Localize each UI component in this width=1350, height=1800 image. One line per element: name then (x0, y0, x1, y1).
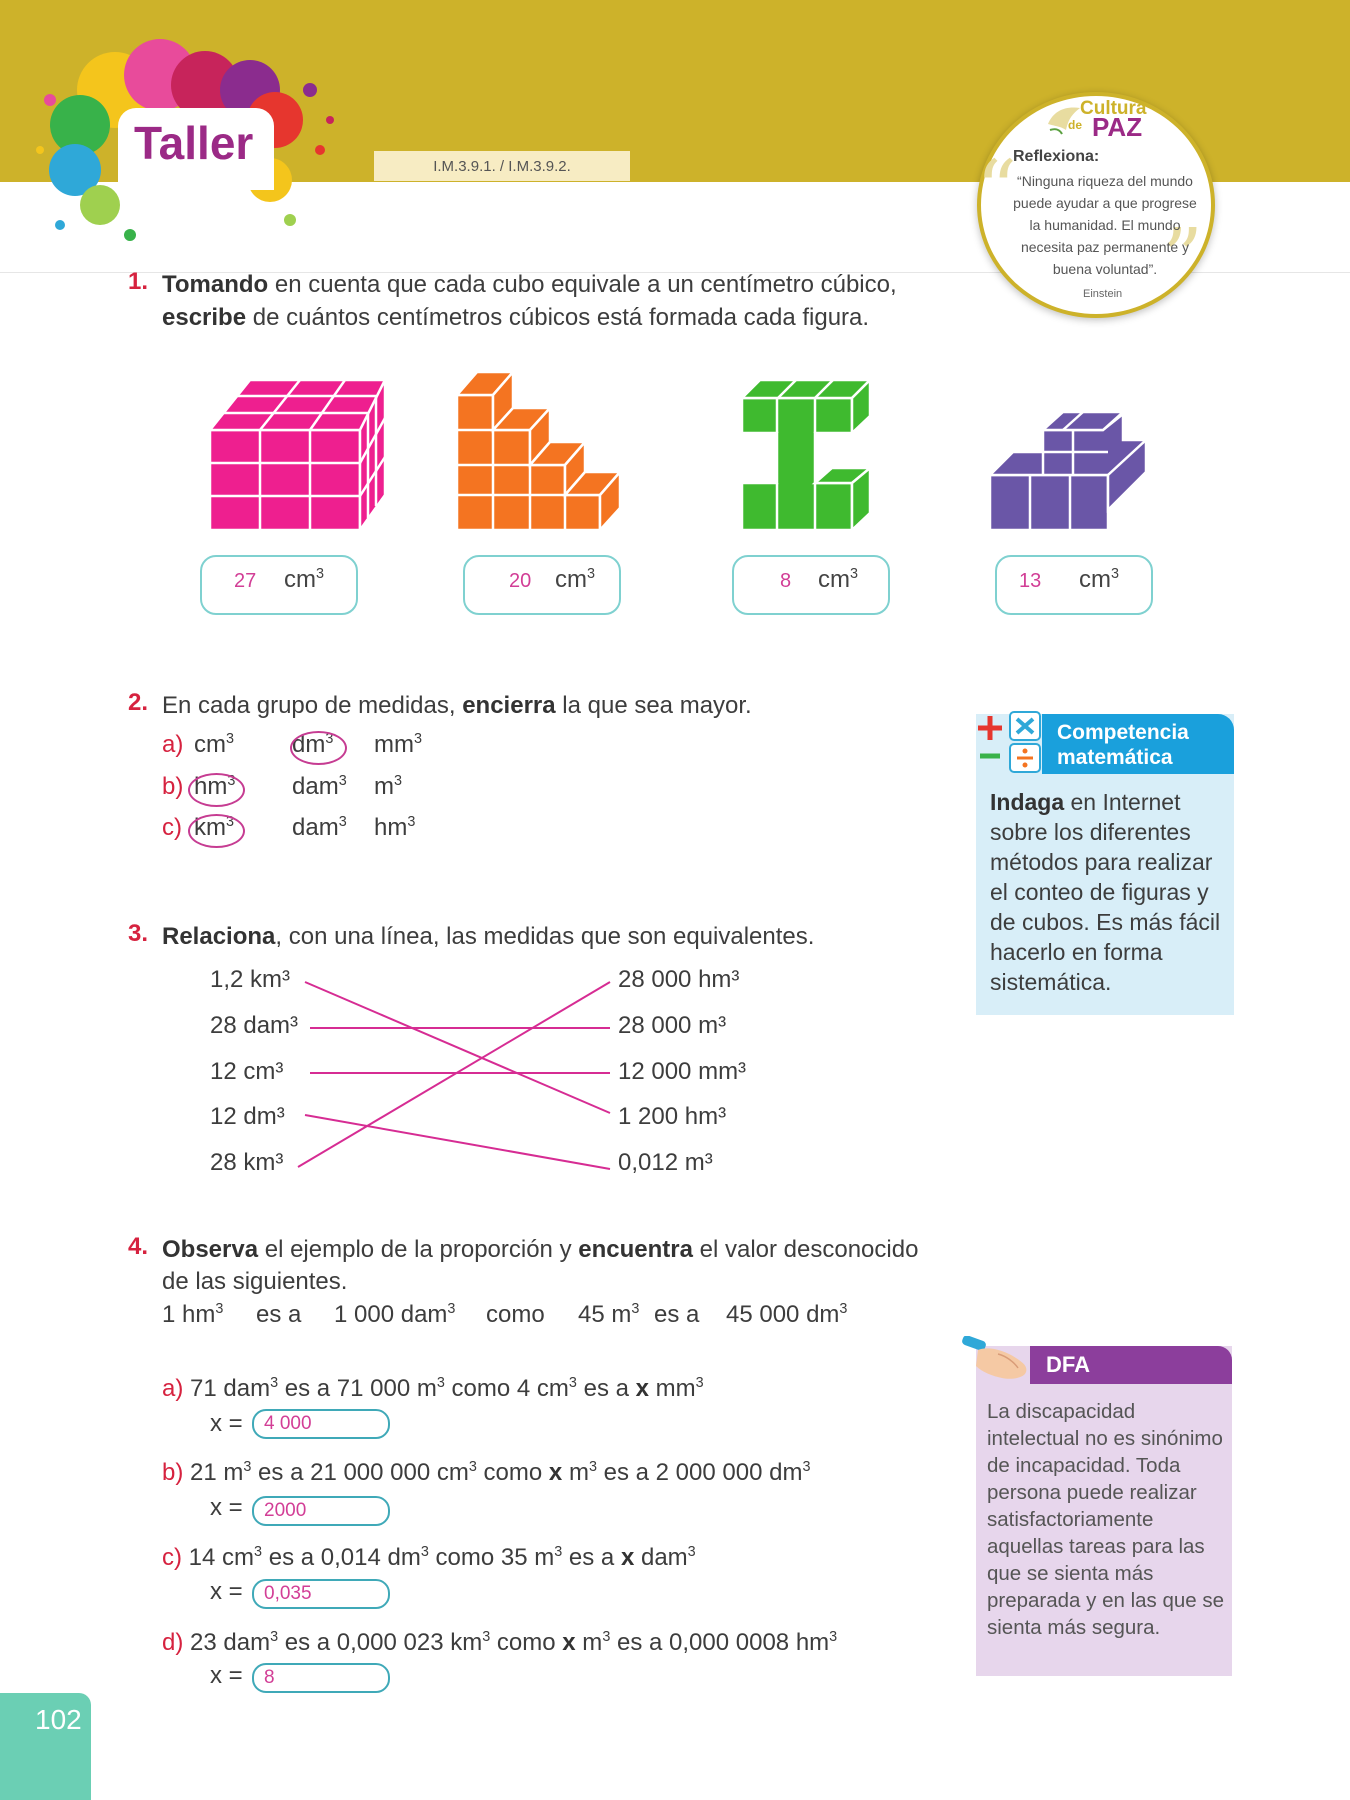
paz-quote: “Ninguna riqueza del mundo puede ayudar a que progrese la humanidad. El mundo necesita paz permanente y buena voluntad”. (1013, 173, 1197, 277)
q3-right-4[interactable]: 1 200 hm³ (618, 1103, 727, 1130)
page-number: 102 (35, 1704, 82, 1735)
page-title: Taller (134, 117, 254, 169)
paz-title-cultura: Cultura (1080, 98, 1147, 119)
q1-answer-box-1[interactable] (200, 555, 358, 615)
q1-answer-4: 13 (1019, 570, 1042, 592)
q2-a-opt2[interactable]: $dm^3$ (292, 731, 334, 758)
q1-unit-2: $cm^3$ (555, 566, 596, 593)
q4d-statement: d) 23 dam$^3$ es a 0,000 023 $km^3$ como x $m^3$ es a 0,000 0008 $hm^3$ (162, 1629, 838, 1656)
q1-answer-box-2[interactable] (463, 555, 621, 615)
q4-example-a: 1 $hm^3$ (162, 1301, 224, 1328)
q2-letter-b: b) (162, 773, 184, 800)
q4a-answer-input[interactable]: 4 000 (252, 1409, 390, 1439)
q1-number: 1. (128, 268, 149, 295)
q3-right-1[interactable]: 28 000 hm³ (618, 966, 740, 993)
q1-line1: Tomando en cuenta que cada cubo equivale a un centímetro cúbico, (162, 271, 897, 298)
q4c-statement: c) 14 $cm^3$ es a 0,014 $dm^3$ como 35 $m^3$ es a x dam$^3$ (162, 1544, 696, 1571)
q4-line1: Observa el ejemplo de la proporción y encuentra el valor desconocido (162, 1236, 919, 1263)
paz-title-de: de (1068, 118, 1083, 132)
open-quote-icon: “ (976, 143, 1017, 236)
competencia-title: Competencia matemática (1057, 721, 1189, 769)
q4c-answer-input[interactable]: 0,035 (252, 1579, 390, 1609)
q2-letter-a: a) (162, 731, 184, 758)
q3-left-5[interactable]: 28 km³ (210, 1149, 284, 1176)
q4-number: 4. (128, 1233, 149, 1260)
figure-stairs-20 (455, 360, 655, 535)
q2-c-opt1[interactable]: $km^3$ (194, 814, 235, 841)
q2-letter-c: c) (162, 814, 182, 841)
paz-author: Einstein (1083, 288, 1123, 300)
q4a-statement: a) 71 dam$^3$ es a 71 000 $m^3$ como 4 $cm^3$ es a x $mm^3$ (162, 1375, 704, 1402)
q3-right-2[interactable]: 28 000 m³ (618, 1012, 727, 1039)
q3-number: 3. (128, 920, 149, 947)
q4-example-como: como (486, 1301, 545, 1328)
q4d-answer-input[interactable]: 8 (252, 1663, 390, 1693)
q1-answer-3: 8 (780, 570, 792, 592)
q1-unit-3: $cm^3$ (818, 566, 859, 593)
q2-a-answer-circle (290, 731, 347, 765)
q4-example-b: 1 000 dam$^3$ (334, 1301, 456, 1328)
q1-answer-box-3[interactable] (732, 555, 890, 615)
q3-left-1[interactable]: 1,2 km³ (210, 966, 291, 993)
figure-cube-27 (205, 375, 390, 535)
q4-example-d: 45 000 $dm^3$ (726, 1301, 848, 1328)
q2-b-opt1[interactable]: $hm^3$ (194, 773, 236, 800)
q3-left-4[interactable]: 12 dm³ (210, 1103, 285, 1130)
q4-line2: de las siguientes. (162, 1268, 348, 1295)
q4a-x-label: x = (210, 1410, 243, 1437)
paz-reflexiona-label: Reflexiona: (1013, 148, 1100, 165)
q4-example-esa2: es a (654, 1301, 700, 1328)
close-quote-icon: ” (1162, 211, 1203, 304)
competencia-text: Indaga en Internet sobre los diferentes métodos para realizar el conteo de figuras y de cubos. Es más fácil hacerlo en forma sistemática. (990, 789, 1221, 995)
q1-unit-4: $cm^3$ (1079, 566, 1120, 593)
q3-left-2[interactable]: 28 dam³ (210, 1012, 299, 1039)
q3-right-5[interactable]: 0,012 m³ (618, 1149, 713, 1176)
paz-title-paz: PAZ (1092, 112, 1143, 142)
q4b-answer-input[interactable]: 2000 (252, 1496, 390, 1526)
q1-line2: escribe de cuántos centímetros cúbicos está formada cada figura. (162, 304, 870, 331)
figure-steps-13 (988, 410, 1168, 530)
q4-example-esa1: es a (256, 1301, 302, 1328)
q2-b-answer-circle (188, 773, 245, 807)
q3-matching-lines (280, 970, 620, 1180)
q1-answer-1: 27 (234, 570, 257, 592)
q4d-x-label: x = (210, 1662, 243, 1689)
q3-right-3[interactable]: 12 000 mm³ (618, 1058, 747, 1085)
q4c-x-label: x = (210, 1578, 243, 1605)
figure-i-shape-8 (740, 378, 880, 533)
q2-b-opt2[interactable]: dam$^3$ (292, 773, 347, 800)
q4-example-c: 45 $m^3$ (578, 1301, 640, 1328)
q2-a-opt1[interactable]: $cm^3$ (194, 731, 235, 758)
q3-left-3[interactable]: 12 cm³ (210, 1058, 284, 1085)
dfa-title: DFA (1046, 1352, 1090, 1377)
q2-a-opt3[interactable]: $mm^3$ (374, 731, 422, 758)
dfa-text: La discapacidad intelectual no es sinónimo de incapacidad. Toda persona puede realizar satisfactoriamente aquellas tareas para las que se sienta más preparada y en las que se sienta más segura. (987, 1400, 1225, 1639)
q2-text: En cada grupo de medidas, encierra la que sea mayor. (162, 692, 752, 719)
q3-text: Relaciona, con una línea, las medidas que son equivalentes. (162, 923, 815, 950)
q2-b-opt3[interactable]: $m^3$ (374, 773, 403, 800)
curriculum-code: I.M.3.9.1. / I.M.3.9.2. (374, 151, 630, 181)
math-operators-icon (974, 710, 1044, 774)
q1-unit-1: $cm^3$ (284, 566, 325, 593)
q2-c-answer-circle (188, 814, 245, 848)
q2-number: 2. (128, 689, 149, 716)
q1-answer-2: 20 (509, 570, 532, 592)
q4b-x-label: x = (210, 1494, 243, 1521)
q4b-statement: b) 21 $m^3$ es a 21 000 000 $cm^3$ como x $m^3$ es a 2 000 000 $dm^3$ (162, 1459, 811, 1486)
hand-icon (958, 1336, 1038, 1386)
q2-c-opt3[interactable]: $hm^3$ (374, 814, 416, 841)
q2-c-opt2[interactable]: dam$^3$ (292, 814, 347, 841)
